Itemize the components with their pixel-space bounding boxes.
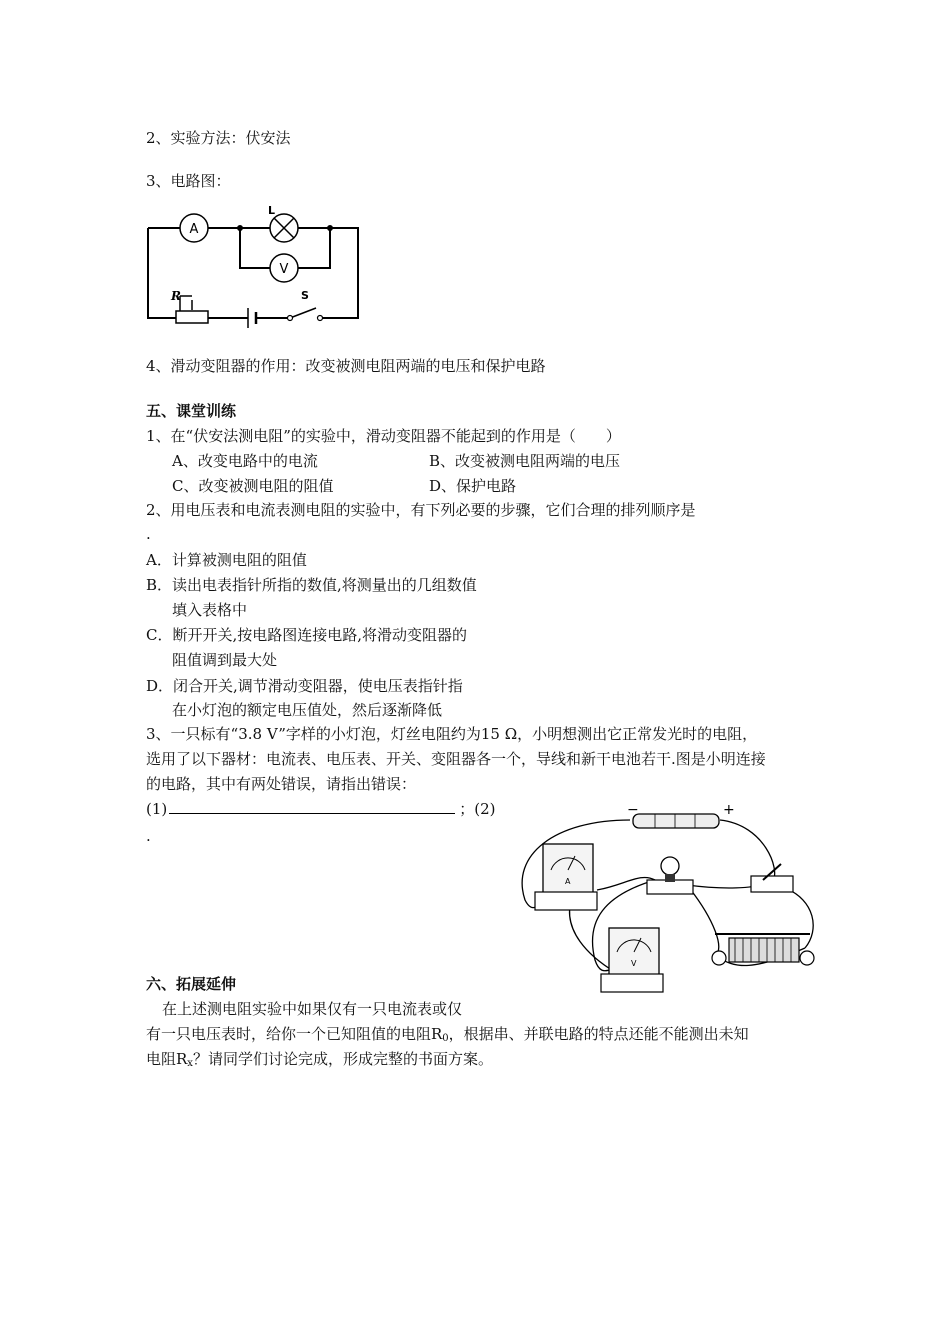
q3-line3: 的电路，其中有两处错误，请指出错误： bbox=[146, 775, 417, 793]
q2-step-d-cont: 在小灯泡的额定电压值处，然后逐渐降低 bbox=[172, 701, 443, 719]
switch-device bbox=[751, 864, 793, 892]
rheostat-symbol bbox=[176, 311, 208, 323]
section6-line1: 在上述测电阻实验中如果仅有一只电流表或仅 bbox=[162, 1000, 463, 1018]
q1-option-a: A、改变电路中的电流 bbox=[172, 452, 318, 470]
svg-text:A: A bbox=[565, 877, 571, 886]
lamp-device bbox=[647, 857, 693, 894]
section6-line3 bbox=[146, 1049, 493, 1074]
battery-device bbox=[627, 802, 735, 828]
lamp-symbol bbox=[268, 204, 298, 242]
method-line: 2、实验方法：伏安法 bbox=[146, 129, 291, 147]
svg-text:L: L bbox=[268, 204, 276, 217]
voltmeter-symbol bbox=[270, 254, 298, 282]
rheostat-role-line: 4、滑动变阻器的作用：改变被测电阻两端的电压和保护电路 bbox=[146, 357, 546, 375]
svg-text:S: S bbox=[301, 289, 309, 302]
q3-blank1-suffix: ；(2) bbox=[459, 800, 496, 818]
svg-text:+: + bbox=[723, 802, 735, 818]
q1-option-d: D、保护电路 bbox=[429, 477, 517, 495]
q2-step-c: C．断开开关,按电路图连接电路,将滑动变阻器的 bbox=[146, 626, 468, 644]
section6-line3-text: 电阻R bbox=[146, 1050, 188, 1068]
q1-option-b: B、改变被测电阻两端的电压 bbox=[429, 452, 621, 470]
svg-text:R: R bbox=[171, 289, 181, 303]
rheostat-device bbox=[712, 934, 814, 965]
circuit-label: 3、电路图： bbox=[146, 172, 231, 190]
q3-blank-line bbox=[146, 799, 496, 819]
svg-text:V: V bbox=[631, 959, 637, 968]
q2-dot: . bbox=[146, 525, 151, 543]
section6-line2-rest: ，根据串、并联电路的特点还能不能测出未知 bbox=[448, 1025, 749, 1043]
section5-heading: 五、课堂训练 bbox=[146, 402, 237, 420]
svg-text:V: V bbox=[279, 262, 289, 277]
q3-line1: 3、一只标有“3.8 V”字样的小灯泡，灯丝电阻约为15 Ω，小明想测出它正常发光时的电阻， bbox=[146, 725, 758, 743]
q2-step-c-cont: 阻值调到最大处 bbox=[172, 651, 278, 669]
ammeter-symbol bbox=[180, 214, 208, 242]
section6-line2-sub: 0 bbox=[442, 1033, 449, 1044]
q1-option-c: C、改变被测电阻的阻值 bbox=[172, 477, 334, 495]
q1-stem: 1、在“伏安法测电阻”的实验中，滑动变阻器不能起到的作用是（ ） bbox=[146, 427, 621, 445]
q2-step-d: D．闭合开关,调节滑动变阻器，使电压表指针指 bbox=[146, 677, 463, 695]
svg-text:−: − bbox=[627, 802, 639, 818]
voltmeter-device bbox=[601, 928, 663, 992]
svg-text:A: A bbox=[189, 222, 199, 237]
ammeter-device bbox=[535, 844, 597, 910]
q2-step-a: A．计算被测电阻的阻值 bbox=[146, 551, 307, 569]
section6-line3-sub: x bbox=[187, 1058, 193, 1069]
q3-line2: 选用了以下器材：电流表、电压表、开关、变阻器各一个，导线和新干电池若干.图是小明连接 bbox=[146, 750, 766, 768]
section6-line2 bbox=[146, 1024, 749, 1049]
q2-stem: 2、用电压表和电流表测电阻的实验中，有下列必要的步骤，它们合理的排列顺序是 bbox=[146, 501, 696, 519]
q2-step-b: B．读出电表指针所指的数值,将测量出的几组数值 bbox=[146, 576, 477, 594]
section6-line2-text: 有一只电压表时，给你一个已知阻值的电阻R bbox=[146, 1025, 443, 1043]
q3-blank1-prefix: (1) bbox=[146, 800, 168, 818]
q3-blank1-answer-line[interactable] bbox=[169, 799, 455, 814]
section6-line3-rest: ？请同学们讨论完成，形成完整的书面方案。 bbox=[192, 1050, 493, 1068]
q3-dot: . bbox=[146, 827, 151, 845]
apparatus-sketch bbox=[515, 800, 825, 1000]
q2-step-b-cont: 填入表格中 bbox=[172, 601, 248, 619]
circuit-diagram bbox=[140, 200, 370, 330]
section6-heading: 六、拓展延伸 bbox=[146, 975, 237, 993]
